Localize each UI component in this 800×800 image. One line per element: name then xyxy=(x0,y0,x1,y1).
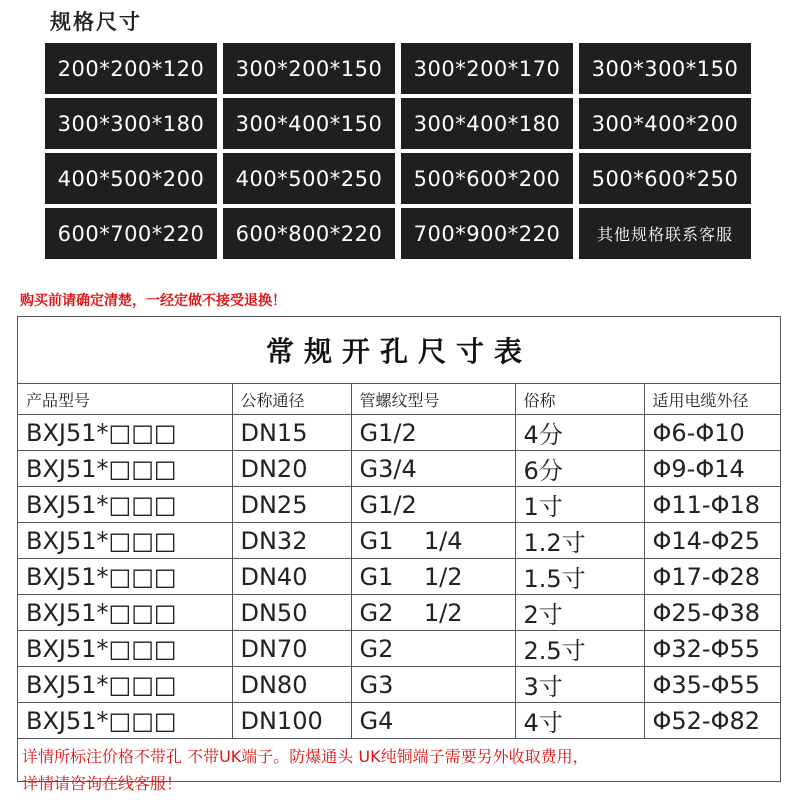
cell-model: BXJ51*□□□ xyxy=(18,487,232,523)
cell-dn: DN70 xyxy=(232,631,351,667)
table-row xyxy=(18,451,780,487)
cell-common: 1.5寸 xyxy=(515,559,644,595)
cell-dn: DN25 xyxy=(232,487,351,523)
cell-cable: Φ11-Φ18 xyxy=(644,487,780,523)
size-option: 400*500*250 xyxy=(223,153,395,204)
cell-dn: DN80 xyxy=(232,667,351,703)
cell-cable: Φ35-Φ55 xyxy=(644,667,780,703)
size-section-title: 规格尺寸 xyxy=(50,10,142,34)
cell-model: BXJ51*□□□ xyxy=(18,631,232,667)
header-model: 产品型号 xyxy=(18,384,232,415)
cell-common: 6分 xyxy=(515,451,644,487)
size-option: 500*600*250 xyxy=(579,153,751,204)
cell-cable: Φ9-Φ14 xyxy=(644,451,780,487)
cell-model: BXJ51*□□□ xyxy=(18,523,232,559)
table-row xyxy=(18,631,780,667)
cell-cable: Φ32-Φ55 xyxy=(644,631,780,667)
size-option: 300*300*180 xyxy=(45,98,217,149)
cell-common: 4分 xyxy=(515,415,644,451)
table-row xyxy=(18,415,780,451)
cell-common: 1.2寸 xyxy=(515,523,644,559)
size-option: 300*400*200 xyxy=(579,98,751,149)
cell-model: BXJ51*□□□ xyxy=(18,415,232,451)
cell-thread: G1 1/4 xyxy=(351,523,515,559)
size-grid xyxy=(45,43,759,259)
size-option: 300*400*180 xyxy=(401,98,573,149)
cell-thread: G3/4 xyxy=(351,451,515,487)
cell-common: 2寸 xyxy=(515,595,644,631)
cell-thread: G2 1/2 xyxy=(351,595,515,631)
cell-dn: DN40 xyxy=(232,559,351,595)
cell-model: BXJ51*□□□ xyxy=(18,703,232,739)
cell-thread: G1 1/2 xyxy=(351,559,515,595)
note-line-2: 详情请咨询在线客服！ xyxy=(22,774,183,793)
cell-common: 3寸 xyxy=(515,667,644,703)
table-row xyxy=(18,703,780,739)
spec-table xyxy=(18,384,780,739)
size-option: 600*700*220 xyxy=(45,208,217,259)
cell-cable: Φ17-Φ28 xyxy=(644,559,780,595)
table-row xyxy=(18,487,780,523)
header-common-name: 俗称 xyxy=(515,384,644,415)
cell-model: BXJ51*□□□ xyxy=(18,595,232,631)
size-option: 300*300*150 xyxy=(579,43,751,94)
cell-thread: G1/2 xyxy=(351,415,515,451)
table-note xyxy=(18,739,780,797)
table-row xyxy=(18,667,780,703)
cell-common: 2.5寸 xyxy=(515,631,644,667)
cell-dn: DN100 xyxy=(232,703,351,739)
table-body xyxy=(18,415,780,739)
cell-dn: DN20 xyxy=(232,451,351,487)
cell-model: BXJ51*□□□ xyxy=(18,451,232,487)
cell-thread: G3 xyxy=(351,667,515,703)
size-option: 500*600*200 xyxy=(401,153,573,204)
table-row xyxy=(18,559,780,595)
size-option: 300*400*150 xyxy=(223,98,395,149)
purchase-warning: 购买前请确定清楚，一经定做不接受退换！ xyxy=(20,293,286,309)
table-title: 常规开孔尺寸表 xyxy=(18,317,780,384)
cell-model: BXJ51*□□□ xyxy=(18,667,232,703)
cell-cable: Φ52-Φ82 xyxy=(644,703,780,739)
header-cable-diameter: 适用电缆外径 xyxy=(644,384,780,415)
cell-model: BXJ51*□□□ xyxy=(18,559,232,595)
cell-common: 1寸 xyxy=(515,487,644,523)
cell-cable: Φ25-Φ38 xyxy=(644,595,780,631)
size-option: 400*500*200 xyxy=(45,153,217,204)
cell-common: 4寸 xyxy=(515,703,644,739)
note-line-1: 详情所标注价格不带孔 不带UK端子。防爆通头 UK纯铜端子需要另外收取费用， xyxy=(22,747,589,766)
header-nominal-diameter: 公称通径 xyxy=(232,384,351,415)
header-thread-type: 管螺纹型号 xyxy=(351,384,515,415)
cell-dn: DN15 xyxy=(232,415,351,451)
size-option: 300*200*150 xyxy=(223,43,395,94)
cell-cable: Φ14-Φ25 xyxy=(644,523,780,559)
table-header-row xyxy=(18,384,780,415)
cell-cable: Φ6-Φ10 xyxy=(644,415,780,451)
cell-thread: G4 xyxy=(351,703,515,739)
table-row xyxy=(18,523,780,559)
cell-dn: DN50 xyxy=(232,595,351,631)
size-option: 700*900*220 xyxy=(401,208,573,259)
hole-size-table xyxy=(17,316,781,793)
cell-dn: DN32 xyxy=(232,523,351,559)
cell-thread: G1/2 xyxy=(351,487,515,523)
size-option: 200*200*120 xyxy=(45,43,217,94)
contact-service-option: 其他规格联系客服 xyxy=(579,208,751,259)
cell-thread: G2 xyxy=(351,631,515,667)
size-option: 600*800*220 xyxy=(223,208,395,259)
table-row xyxy=(18,595,780,631)
size-option: 300*200*170 xyxy=(401,43,573,94)
